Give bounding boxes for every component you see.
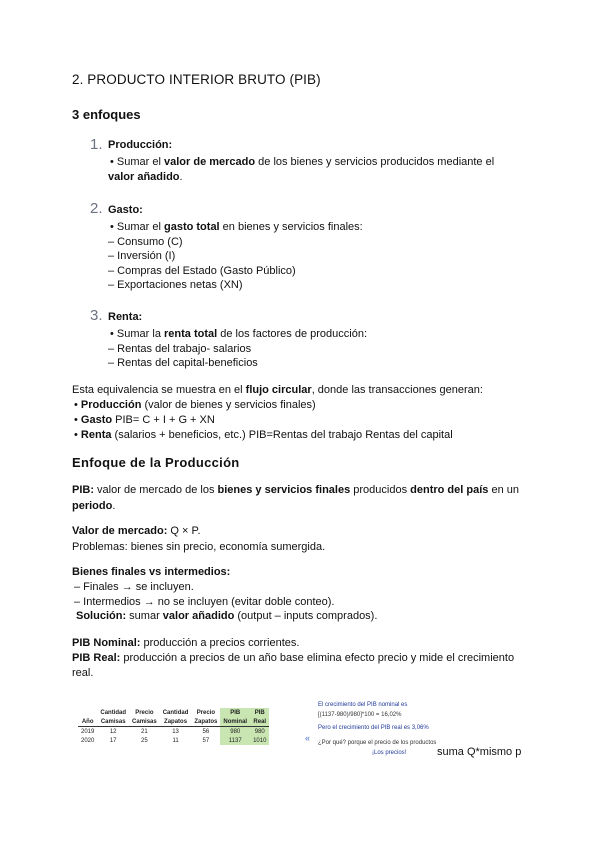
table-cell: 17: [109, 737, 117, 744]
text: .: [112, 500, 116, 512]
text: producción a precios corrientes.: [140, 637, 300, 649]
table-cell: 1137: [220, 736, 250, 745]
valor-mercado-line-2: Problemas: bienes sin precio, economía sumergida.: [72, 541, 326, 553]
table-row: [78, 736, 269, 745]
pib-real-line: [72, 651, 514, 666]
pib-table-image: [78, 708, 269, 745]
table-cell: Camisas: [129, 717, 160, 727]
enfoques-heading: 3 enfoques: [72, 107, 141, 122]
bold-text: PIB Nominal:: [72, 637, 141, 649]
table-header-row: [78, 708, 269, 717]
text: (salarios + beneficios, etc.) PIB=Rentas del trabajo Rentas del capital: [111, 429, 453, 441]
table-cell: PIB: [250, 708, 269, 717]
produccion-line-2: [108, 170, 183, 185]
text: valor de mercado de los: [94, 484, 218, 496]
side-note: ¡Los precios!: [372, 750, 407, 756]
text: producidos: [350, 484, 411, 496]
text: sumar: [126, 610, 163, 622]
table-cell: Zapatos: [191, 717, 220, 727]
side-note: El crecimiento del PIB nominal es: [318, 702, 408, 708]
table-cell: 2019: [81, 728, 95, 735]
bold-text: flujo circular: [245, 384, 312, 396]
table-cell: 980: [220, 727, 250, 737]
bold-text: Renta: [80, 429, 112, 441]
side-note: [(1137-980)/980]*100 = 16,02%: [318, 712, 402, 718]
pib-nominal-line: [72, 636, 299, 651]
table-cell: 56: [202, 728, 210, 735]
text: en bienes y servicios finales:: [219, 221, 363, 233]
pib-table: [78, 708, 269, 745]
text: Sumar el: [116, 156, 164, 168]
text: producción a precios de un año base elimina efecto precio y mide el crecimiento: [120, 652, 515, 664]
list-number-1: 1.: [90, 136, 103, 153]
gasto-item: – Exportaciones netas (XN): [108, 279, 243, 291]
equivalencia-produccion: [74, 398, 316, 413]
table-row: [78, 727, 269, 737]
table-cell: 2020: [81, 737, 95, 744]
list-number-2: 2.: [90, 200, 103, 217]
table-cell: Cantidad: [162, 709, 189, 716]
bold-text: valor añadido: [162, 610, 235, 622]
table-cell: 25: [141, 737, 148, 744]
table-cell: 13: [172, 728, 179, 735]
bold-text: renta total: [164, 328, 218, 340]
pib-real-line-2: real.: [72, 667, 94, 679]
bullet: •: [110, 156, 114, 168]
table-cell: Precio: [135, 709, 154, 716]
bienes-finales-line-2: – Intermedios → no se incluyen (evitar doble conteo).: [74, 596, 335, 608]
pib-definition-line-2: [72, 499, 115, 514]
bold-text: Producción: [80, 399, 142, 411]
produccion-label: Producción:: [108, 139, 173, 151]
table-cell: 57: [202, 737, 210, 744]
text: .: [179, 171, 183, 183]
bold-text: bienes y servicios finales: [217, 484, 351, 496]
table-cell: PIB: [220, 708, 250, 717]
side-note: ¿Por qué? porque el precio de los productos: [318, 740, 437, 746]
bold-text: periodo: [72, 500, 113, 512]
bold-text: gasto total: [164, 221, 220, 233]
text: PIB= C + I + G + XN: [112, 414, 215, 426]
renta-item: – Rentas del capital-beneficios: [108, 357, 258, 369]
table-cell: 21: [141, 728, 148, 735]
text: en un: [488, 484, 519, 496]
table-cell: Precio: [196, 709, 216, 716]
text: de los factores de producción:: [217, 328, 367, 340]
table-cell: 1010: [250, 736, 269, 745]
table-cell: Cantidad: [100, 709, 127, 716]
text: Q × P.: [167, 525, 201, 537]
gasto-item: – Consumo (C): [108, 236, 183, 248]
enfoque-produccion-heading: Enfoque de la Producción: [72, 455, 240, 470]
text: (output – inputs comprados).: [234, 610, 378, 622]
table-cell: 980: [250, 727, 269, 737]
gasto-item: – Inversión (I): [108, 250, 176, 262]
bold-text: valor añadido: [108, 171, 180, 183]
equivalencia-intro: [72, 383, 483, 398]
list-number-3: 3.: [90, 307, 103, 324]
renta-line-1: [110, 327, 367, 342]
bold-text: valor de mercado: [164, 156, 256, 168]
bullet: •: [74, 429, 78, 441]
table-cell: Real: [250, 717, 269, 727]
bold-text: dentro del país: [410, 484, 489, 496]
gasto-line-1: [110, 220, 363, 235]
text: Sumar la: [116, 328, 164, 340]
table-cell: 12: [109, 728, 117, 735]
gasto-label: Gasto:: [108, 204, 143, 216]
bold-text: PIB Real:: [72, 652, 121, 664]
gasto-item: – Compras del Estado (Gasto Público): [108, 265, 296, 277]
text: Sumar el: [116, 221, 164, 233]
table-header-row: [78, 717, 269, 727]
section-title: 2. PRODUCTO INTERIOR BRUTO (PIB): [72, 72, 321, 87]
table-cell: [78, 708, 97, 717]
pib-definition-line-1: [72, 483, 519, 498]
bullet: •: [74, 414, 78, 426]
table-cell: Camisas: [97, 717, 129, 727]
renta-label: Renta:: [108, 311, 143, 323]
bullet: •: [110, 221, 114, 233]
table-cell: 11: [172, 737, 179, 744]
bienes-finales-heading: Bienes finales vs intermedios:: [72, 566, 231, 578]
bullet: •: [74, 399, 78, 411]
bold-text: PIB:: [72, 484, 94, 496]
table-cell: Año: [78, 717, 97, 727]
solucion-line: [76, 609, 377, 624]
text: (valor de bienes y servicios finales): [141, 399, 316, 411]
bold-text: Valor de mercado:: [72, 525, 168, 537]
table-cell: Zapatos: [160, 717, 192, 727]
equivalencia-gasto: [74, 413, 215, 428]
suma-note: suma Q*mismo p: [437, 746, 522, 758]
valor-mercado-line-1: [72, 524, 201, 539]
equivalencia-renta: [74, 428, 453, 443]
bold-text: Gasto: [80, 414, 113, 426]
bullet: •: [110, 328, 114, 340]
text: de los bienes y servicios producidos mediante el: [255, 156, 495, 168]
table-cell: Nominal: [220, 717, 250, 727]
produccion-line-1: [110, 155, 494, 170]
arrow-icon: «: [305, 733, 311, 743]
side-note: Pero el crecimiento del PIB real es 3,06%: [318, 725, 429, 731]
renta-item: – Rentas del trabajo- salarios: [108, 343, 252, 355]
text: Esta equivalencia se muestra en el: [72, 384, 246, 396]
bold-text: Solución:: [76, 610, 127, 622]
bienes-finales-line-1: – Finales → se incluyen.: [74, 581, 194, 593]
text: , donde las transacciones generan:: [311, 384, 483, 396]
